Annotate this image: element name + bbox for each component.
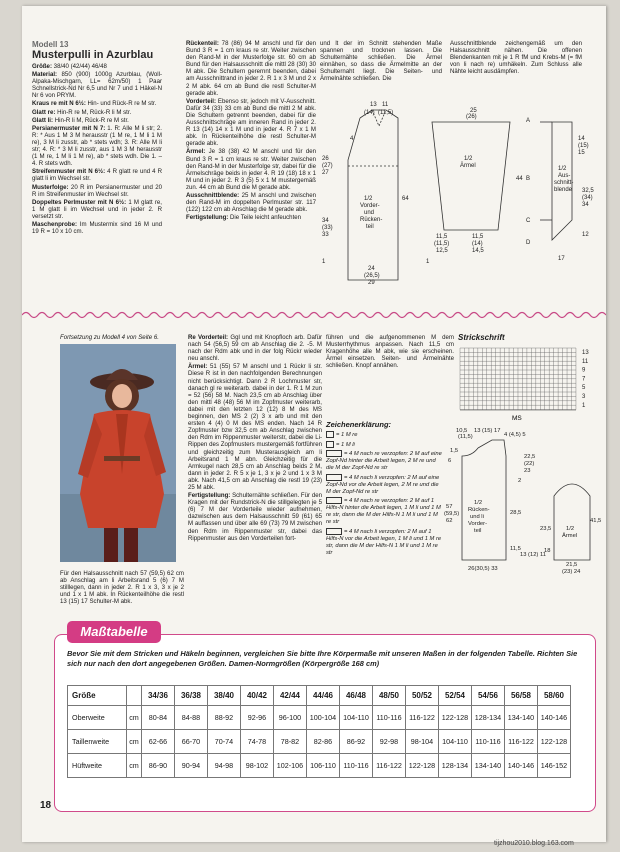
instruction-heading: Vorderteil: — [186, 97, 217, 105]
svg-text:25: 25 — [470, 108, 477, 114]
svg-text:1: 1 — [322, 259, 326, 265]
svg-text:(11,5): (11,5) — [378, 110, 394, 116]
table-cell: 88-92 — [208, 706, 241, 730]
legend-symbol-icon — [326, 474, 342, 481]
legend-text: = 4 M nach li verzopfen: 2 M auf eine Zopf-Nd vor die Arbeit legen, 2 M re und die M der Zopf-Nd re str — [326, 474, 440, 495]
instruction-heading: Ärmel: — [186, 148, 206, 156]
instruction-text: 25 M anschl und zwischen den Rand-M im doppelten Perlmuster str. 117 (122) 122 cm ab Anschlag die M gerade abk. — [186, 191, 316, 214]
table-cell: 116-122 — [406, 706, 439, 730]
svg-text:11,5: 11,5 — [510, 546, 521, 552]
legend-symbol-icon — [326, 431, 334, 438]
svg-text:4: 4 — [350, 136, 354, 142]
instruction-paragraph — [32, 117, 162, 124]
table-cell: Oberweite — [68, 706, 127, 730]
svg-text:(11,5): (11,5) — [434, 241, 450, 247]
instruction-heading: Doppeltes Perlmuster mit N 6½: — [32, 198, 127, 206]
legend-text: = 4 M nach re verzopfen: 2 M auf 1 Hilfs-N hinter die Arbeit legen, 1 M li und 1 M re str, dann die M der Hilfs-N 1 M li und 1 M re str — [326, 498, 441, 526]
size-table-box — [54, 624, 596, 812]
instruction-text: Ggl und mit Knopfloch arb. Dafür nach 54 (56,5) 59 cm ab Anschlag die 2. -5. M nach der Rdm abk und in der folg Rückr wieder neu anschl. — [188, 334, 322, 363]
instruction-text: Schulternähte schließen. Für den Kragen mit der Rundstrick-N die stillgelegten je 5 (6) 7 M der Vorderteile wieder aufnehmen, dazwischen aus dem Halsausschnitt 59 (61) 65 M auffassen und über alle 69 (73) 79 M zwischen den Rdm im Rippenmuster str, dabei das Rippenmuster aus den Vorderteilen fort- — [188, 492, 322, 542]
legend-title: Zeichenerklärung: — [326, 420, 392, 429]
table-cell: 110-116 — [373, 706, 406, 730]
svg-text:1/2Ärmel: 1/2 Ärmel — [562, 526, 578, 539]
instruction-heading: Fertigstellung: — [188, 492, 231, 500]
svg-text:21,5: 21,5 — [566, 562, 578, 568]
table-cell: cm — [127, 730, 142, 754]
table-cell: 56/58 — [505, 686, 538, 706]
table-cell: 86-90 — [142, 754, 175, 778]
table-cell: 140-146 — [538, 706, 571, 730]
svg-text:14: 14 — [578, 136, 585, 142]
svg-text:11,5: 11,5 — [472, 234, 484, 240]
sleeve2-outline — [554, 484, 590, 560]
legend-item — [326, 431, 444, 439]
legend-symbol-icon — [326, 497, 342, 504]
model-13-column-1 — [32, 40, 162, 236]
instruction-heading: Glatt li: — [32, 116, 53, 124]
svg-text:23: 23 — [524, 468, 531, 474]
decorative-wave-divider — [22, 310, 606, 320]
svg-text:22,5: 22,5 — [524, 454, 536, 460]
instruction-paragraph — [186, 98, 316, 148]
table-row — [68, 754, 571, 778]
svg-text:D: D — [526, 240, 531, 246]
page-number: 18 — [40, 800, 52, 811]
table-cell: 62-66 — [142, 730, 175, 754]
strickschrift-title: Strickschrift — [458, 333, 505, 342]
table-cell: 90-94 — [175, 754, 208, 778]
table-cell: 146-152 — [538, 754, 571, 778]
instruction-text: Hin- und Rück-R re M str. — [85, 100, 157, 108]
instruction-text: 78 (86) 94 M anschl und für den Bund 3 R = 1 cm kraus re str. Weiter zwischen den Rand-M in der Musterfolge str. 60 cm ab Bund für den Halsausschnitt die mittl 28 (30) 30 M abk. Die Schultern gerernnt beenden, dabei am Ausschnittrand in jeder 2. R 1 x 3 M und 2 x 2 M abk. 64 cm ab Bund die restl Schulter-M gerade abk. — [186, 40, 316, 97]
instruction-paragraph — [188, 334, 322, 362]
sleeve-outline — [432, 122, 510, 230]
size-table — [67, 685, 571, 778]
instruction-paragraph — [32, 221, 162, 235]
svg-text:4 (4,5) 5: 4 (4,5) 5 — [504, 432, 526, 438]
instruction-paragraph — [32, 184, 162, 198]
ms-label: MS — [512, 415, 522, 422]
svg-text:(23) 24: (23) 24 — [562, 569, 581, 575]
instruction-paragraph — [32, 71, 162, 99]
size-table-title: Maßtabelle — [67, 621, 161, 643]
instructions-col-3: und lt der im Schnitt stehenden Maße spannen und trocknen lassen. Die Schulternähte schließen. Die Ärmel einnähen, so dass die Ärmelmitte an der Schulternaht liegt. Die Seiten- und Ärmelnähte schließen. Die — [320, 40, 442, 83]
svg-text:(22): (22) — [524, 461, 535, 467]
svg-text:18: 18 — [544, 548, 551, 554]
instruction-heading: Persianermuster mit N 7: — [32, 124, 106, 132]
instruction-paragraph — [32, 199, 162, 220]
table-cell: 80-84 — [142, 706, 175, 730]
table-cell: 122-128 — [538, 730, 571, 754]
svg-text:26(30,5) 33: 26(30,5) 33 — [468, 566, 498, 572]
svg-text:2: 2 — [518, 478, 522, 484]
instruction-heading: Fertigstellung: — [186, 214, 229, 222]
instruction-paragraph — [32, 100, 162, 107]
svg-text:B: B — [526, 176, 531, 182]
table-cell: 70-74 — [208, 730, 241, 754]
table-cell: 122-128 — [439, 706, 472, 730]
table-cell: 74-78 — [241, 730, 274, 754]
svg-text:29: 29 — [368, 280, 375, 286]
svg-text:(33): (33) — [322, 225, 333, 231]
blog-watermark: tijzhou2010.blog.163.com — [494, 840, 574, 847]
table-cell: 44/46 — [307, 686, 340, 706]
svg-text:1: 1 — [426, 259, 430, 265]
table-cell: 78-82 — [274, 730, 307, 754]
svg-text:41,5: 41,5 — [590, 518, 602, 524]
instructions-col-1 — [32, 63, 162, 235]
svg-text:C: C — [526, 218, 531, 224]
strick-row-number: 7 — [582, 376, 586, 383]
table-cell: 116-122 — [373, 754, 406, 778]
legend — [326, 420, 444, 558]
strick-row-number: 5 — [582, 385, 586, 392]
strick-row-number: 13 — [582, 350, 589, 356]
table-cell: 134-140 — [505, 706, 538, 730]
instructions-col-2 — [186, 40, 316, 221]
svg-text:10,5: 10,5 — [456, 428, 468, 434]
instruction-text: Hin-R li M, Rück-R re M str. — [53, 116, 129, 124]
photo-side-text: Für den Halsausschnitt nach 57 (59,5) 62 cm ab Anschlag am li Arbeitsrand 5 (6) 7 M stilllegen, dann in jeder 2. R 1 x 3, 3 x je 2 und 1 x 1 M abk. In Rückenteilhöhe die restl 13 (15) 17 Schulter-M abk. — [60, 570, 184, 606]
instruction-heading: Rückenteil: — [186, 40, 219, 47]
strick-row-number: 9 — [582, 367, 586, 374]
legend-text: = 1 M re — [336, 432, 358, 439]
table-cell: 52/54 — [439, 686, 472, 706]
legend-symbol-icon — [326, 528, 342, 535]
continuation-note: Fortsetzung zu Modell 4 von Seite 6. — [60, 334, 159, 341]
table-cell: 46/48 — [340, 686, 373, 706]
table-cell: 36/38 — [175, 686, 208, 706]
instruction-text: 51 (55) 57 M anschl und 1 Rückr li str. Diese R ist in den nachfolgenden Berechnungen nicht berücksichtigt. Dann 2 R Lochmuster str, danach gl re weiterarb. dabei in der 1. R 1 M zun = 52 (56) 58 M. Nach 23,5 cm ab Anschlag über den mittl 48 (48) 56 M im Zopfmuster weiterarb, dabei mit den letzten 12 (12) 8 M des MS beginnen, den MS 2 (2) 3 x arb und mit den ersten 4 (4) 0 M des MS enden. Nach 14 R Zopfmuster bzw 32,5 cm ab Anschlag zwischen den Rdm im Rippenmuster weiterstr, dabei die Li-Rippen des Zopfmusters mustergemäß fortführen und gleichzeitig zum Musterausgleich am li Arbeitsrand 1 M abn. Gleichzeitig für die Armkugel nach 28,5 cm ab Anschlag beids 2 M, dann in jeder 2. R 5 x je 1, 3 x je 2 und 1 x 3 M abk. Nach 41,5 cm ab Anschlag die restl 19 (23) 25 M abk. — [188, 363, 322, 491]
svg-text:27: 27 — [322, 170, 329, 176]
svg-text:12: 12 — [582, 232, 589, 238]
front-piece-label: 1/2 Vorder-und Rücken-teil — [360, 196, 383, 230]
table-cell: Taillenweite — [68, 730, 127, 754]
svg-text:(26): (26) — [466, 114, 477, 120]
svg-text:13: 13 — [370, 102, 377, 108]
schematic-diagram-top — [320, 100, 598, 296]
instruction-text: 1 M glatt re, 1 M glatt li im Wechsel und in jeder 2. R versetzt str. — [32, 198, 162, 220]
svg-text:1,5: 1,5 — [450, 448, 459, 454]
table-cell: Hüftweite — [68, 754, 127, 778]
legend-text: = 4 M nach re verzopfen: 2 M auf eine Zopf-Nd hinter die Arbeit legen, 2 M re und die M der Zopf-Nd re str — [326, 451, 442, 472]
instruction-paragraph — [186, 214, 316, 221]
back-front-outline — [462, 440, 506, 560]
svg-text:15: 15 — [578, 150, 585, 156]
table-row — [68, 730, 571, 754]
table-cell: 48/50 — [373, 686, 406, 706]
instructions-mid-column — [188, 334, 322, 543]
instruction-text: 4 R glatt re und 4 R glatt li im Wechsel str. — [32, 168, 162, 183]
instruction-paragraph — [186, 148, 316, 191]
svg-text:17: 17 — [558, 256, 565, 262]
instruction-paragraph — [32, 125, 162, 168]
instruction-heading: Re Vorderteil: — [188, 334, 229, 341]
table-cell: 54/56 — [472, 686, 505, 706]
table-cell: 94-98 — [208, 754, 241, 778]
table-cell: 86-92 — [340, 730, 373, 754]
size-table-intro: Bevor Sie mit dem Stricken und Häkeln beginnen, vergleichen Sie bitte Ihre Körpermaße mit unseren Maßen in der folgenden Tabelle. Richten Sie sich nur nach den dort angegebenen Größen. Damen-Normgrößen (Körpergröße 168 cm) — [67, 649, 578, 668]
instruction-heading: Kraus re mit N 6½: — [32, 100, 86, 108]
svg-text:23,5: 23,5 — [540, 526, 552, 532]
svg-text:34: 34 — [322, 218, 329, 224]
table-cell: 102-106 — [274, 754, 307, 778]
instruction-heading: Ausschnittblende: — [186, 191, 240, 199]
table-cell: 92-98 — [373, 730, 406, 754]
svg-text:(14): (14) — [472, 241, 483, 247]
legend-item — [326, 441, 444, 449]
svg-text:13 (12) 11: 13 (12) 11 — [520, 552, 546, 558]
svg-text:1/2Rücken-und liVorder-teil: 1/2 Rücken-und li Vorder-teil — [468, 500, 490, 534]
instruction-paragraph — [32, 168, 162, 182]
instructions-col-4: Ausschnittblende zeichengemäß um den Halsausschnitt nähen. Die offenen Blendenkanten mit je 1 R fM und Krebs-M (= fM von li nach re) umhäkeln. Zum Schluss alle Nähte leicht ausdämpfen. — [450, 40, 582, 76]
svg-text:A: A — [526, 118, 531, 124]
svg-text:1/2Aus-schnitt-blende: 1/2 Aus-schnitt-blende — [554, 166, 574, 193]
legend-symbol-icon — [326, 441, 334, 448]
instruction-text: Je 38 (38) 42 M anschl und für den Bund 3 R = 1 cm kraus re str. Weiter zwischen den Rand-M in der Musterfolge str, dabei für die Ärmelschräge beids in jeder 4. R 19 (18) 18 x 1 M und in jeder 2. R 3 (5) 5 x 1 M mustergemäß zun. 44 cm ab Bund die M gerade abk. — [186, 148, 316, 191]
page — [22, 6, 606, 842]
svg-text:11,5: 11,5 — [436, 234, 448, 240]
svg-text:(14): (14) — [364, 110, 375, 116]
table-cell: 110-116 — [472, 730, 505, 754]
model-title: Musterpulli in Azurblau — [32, 49, 154, 61]
model-13-column-4 — [450, 40, 582, 76]
instruction-paragraph — [188, 363, 322, 491]
svg-text:33: 33 — [322, 232, 329, 238]
table-cell: cm — [127, 754, 142, 778]
instruction-paragraph — [186, 40, 316, 97]
strick-row-number: 3 — [582, 394, 586, 400]
svg-text:13 (15) 17: 13 (15) 17 — [474, 428, 501, 434]
strick-row-number: 1 — [582, 402, 586, 409]
instruction-heading: Material: — [32, 71, 58, 79]
table-header-row — [68, 686, 571, 706]
table-cell: 96-100 — [274, 706, 307, 730]
instruction-text: Im Mustermix sind 16 M und 19 R = 10 x 10 cm. — [32, 220, 162, 236]
svg-text:14,5: 14,5 — [472, 248, 484, 254]
instruction-paragraph — [32, 109, 162, 116]
table-cell: 50/52 — [406, 686, 439, 706]
table-cell: 104-110 — [439, 730, 472, 754]
instruction-heading: Musterfolge: — [32, 183, 69, 191]
svg-text:12,5: 12,5 — [436, 248, 448, 254]
table-cell: 140-146 — [505, 754, 538, 778]
table-cell: 34/36 — [142, 686, 175, 706]
svg-text:26: 26 — [322, 156, 329, 162]
table-cell: 104-110 — [340, 706, 373, 730]
svg-text:64: 64 — [402, 196, 409, 202]
model-label: Modell 13 — [32, 40, 69, 49]
instruction-heading: Größe: — [32, 63, 52, 70]
table-cell: 82-86 — [307, 730, 340, 754]
instruction-text: Die Teile leicht anfeuchten — [228, 214, 302, 222]
table-cell: 42/44 — [274, 686, 307, 706]
table-cell: 106-110 — [307, 754, 340, 778]
front-back-outline — [348, 110, 398, 280]
instruction-heading: Maschenprobe: — [32, 220, 78, 228]
svg-text:(11,5): (11,5) — [458, 434, 473, 440]
instruction-heading: Ärmel: — [188, 363, 208, 371]
instruction-text: 850 (900) 1000g Azurblau, (Woll-Alpaka-Mischgarn, LL= 62m/50) 1 Paar Schnellstrick-Nd Nr 6,5 und Nr 7 und 1 Häkel-N Nr 6 von PRYM. — [32, 71, 162, 100]
table-cell: 84-88 — [175, 706, 208, 730]
instructions-mid-text — [188, 334, 322, 542]
legend-item — [326, 528, 444, 557]
strickschrift-chart — [456, 344, 602, 424]
svg-text:(59,5): (59,5) — [444, 511, 460, 517]
legend-text: = 4 M nach li verzopfen: 2 M auf 1 Hilfs-N vor die Arbeit legen, 1 M li und 1 M re str, dann die M der Hilfs-N 1 M li und 1 M re str — [326, 528, 442, 556]
instruction-text: 1. R: Alle M li str; 2. R: * Aus 1 M 3 M herausstr (1 M re, 1 M li 1 M re), 3 M li zusstr, ab * stets wdh; 3. R: Alle M li str; 4. R: * 3 M li zusstr, aus 1 M 3 M herausstr (1 M re, 1 M li 1 M re), ab * stets wdh. Die 1. – 4. R stets wdh. — [32, 124, 163, 168]
legend-item — [326, 474, 444, 496]
instruction-text: 38/40 (42/44) 46/48 — [51, 63, 107, 70]
strick-row-number: 11 — [582, 358, 589, 365]
svg-text:6: 6 — [448, 458, 452, 464]
instruction-text: 20 R im Persianermuster und 20 R im Streifenmuster im Wechsel str. — [32, 183, 162, 198]
table-cell: cm — [127, 706, 142, 730]
table-cell: 128-134 — [472, 706, 505, 730]
instructions-right-text: führen und die aufgenommenen M dem Musterrhythmus anpassen. Nach 11,5 cm Kragenhöhe alle M abk, wie sie erscheinen. Ärmel einsetzen. Seiten- und Ärmelnähte schließen. Knopf annähen. — [326, 334, 454, 370]
legend-item — [326, 497, 444, 526]
table-cell: 110-116 — [340, 754, 373, 778]
model-13-column-2 — [186, 40, 316, 222]
instruction-paragraph — [186, 192, 316, 213]
svg-text:1/2Ärmel: 1/2 Ärmel — [460, 156, 476, 169]
instruction-paragraph — [32, 63, 162, 70]
table-cell — [127, 686, 142, 706]
legend-item — [326, 450, 444, 472]
svg-text:44: 44 — [516, 176, 523, 182]
table-row — [68, 706, 571, 730]
svg-text:28,5: 28,5 — [510, 510, 522, 516]
model-13-column-3 — [320, 40, 442, 84]
model-photo — [60, 344, 176, 562]
svg-text:34: 34 — [582, 202, 589, 208]
instruction-text: Ebenso str, jedoch mit V-Ausschnitt. Dafür 34 (33) 33 cm ab Bund die mittl 2 M abk. Die Schultern getrennt beenden, dabei für die Ausschnittschräge am inneren Rand in jeder 2. R 13 (14) 14 x 1 M und in jeder 4. R 7 x 1 M abk. In Rückenteilhöhe die restl Schulter-M gerade abk. — [186, 97, 316, 148]
svg-text:(26,5): (26,5) — [364, 273, 380, 279]
table-cell: 122-128 — [406, 754, 439, 778]
table-cell: 98-104 — [406, 730, 439, 754]
svg-text:11: 11 — [382, 102, 389, 108]
svg-text:(15): (15) — [578, 143, 589, 149]
svg-text:24: 24 — [368, 266, 375, 272]
schematic-diagram-bottom — [444, 426, 604, 576]
table-cell: 116-122 — [505, 730, 538, 754]
table-cell: 134-140 — [472, 754, 505, 778]
table-cell: Größe — [68, 686, 127, 706]
legend-symbol-icon — [326, 450, 342, 457]
svg-text:62: 62 — [446, 518, 453, 524]
table-cell: 100-104 — [307, 706, 340, 730]
legend-text: = 1 M li — [336, 441, 355, 448]
instruction-heading: Glatt re: — [32, 108, 56, 116]
table-cell: 128-134 — [439, 754, 472, 778]
instruction-paragraph — [188, 492, 322, 542]
svg-text:(34): (34) — [582, 195, 593, 201]
table-cell: 98-102 — [241, 754, 274, 778]
svg-text:57: 57 — [446, 504, 453, 510]
table-cell: 58/60 — [538, 686, 571, 706]
svg-text:(27): (27) — [322, 163, 333, 169]
svg-text:32,5: 32,5 — [582, 188, 594, 194]
instruction-text: Hin-R re M, Rück-R li M str. — [55, 108, 132, 116]
table-cell: 40/42 — [241, 686, 274, 706]
table-cell: 92-96 — [241, 706, 274, 730]
table-cell: 38/40 — [208, 686, 241, 706]
instruction-heading: Streifenmuster mit N 6½: — [32, 168, 106, 176]
table-cell: 66-70 — [175, 730, 208, 754]
